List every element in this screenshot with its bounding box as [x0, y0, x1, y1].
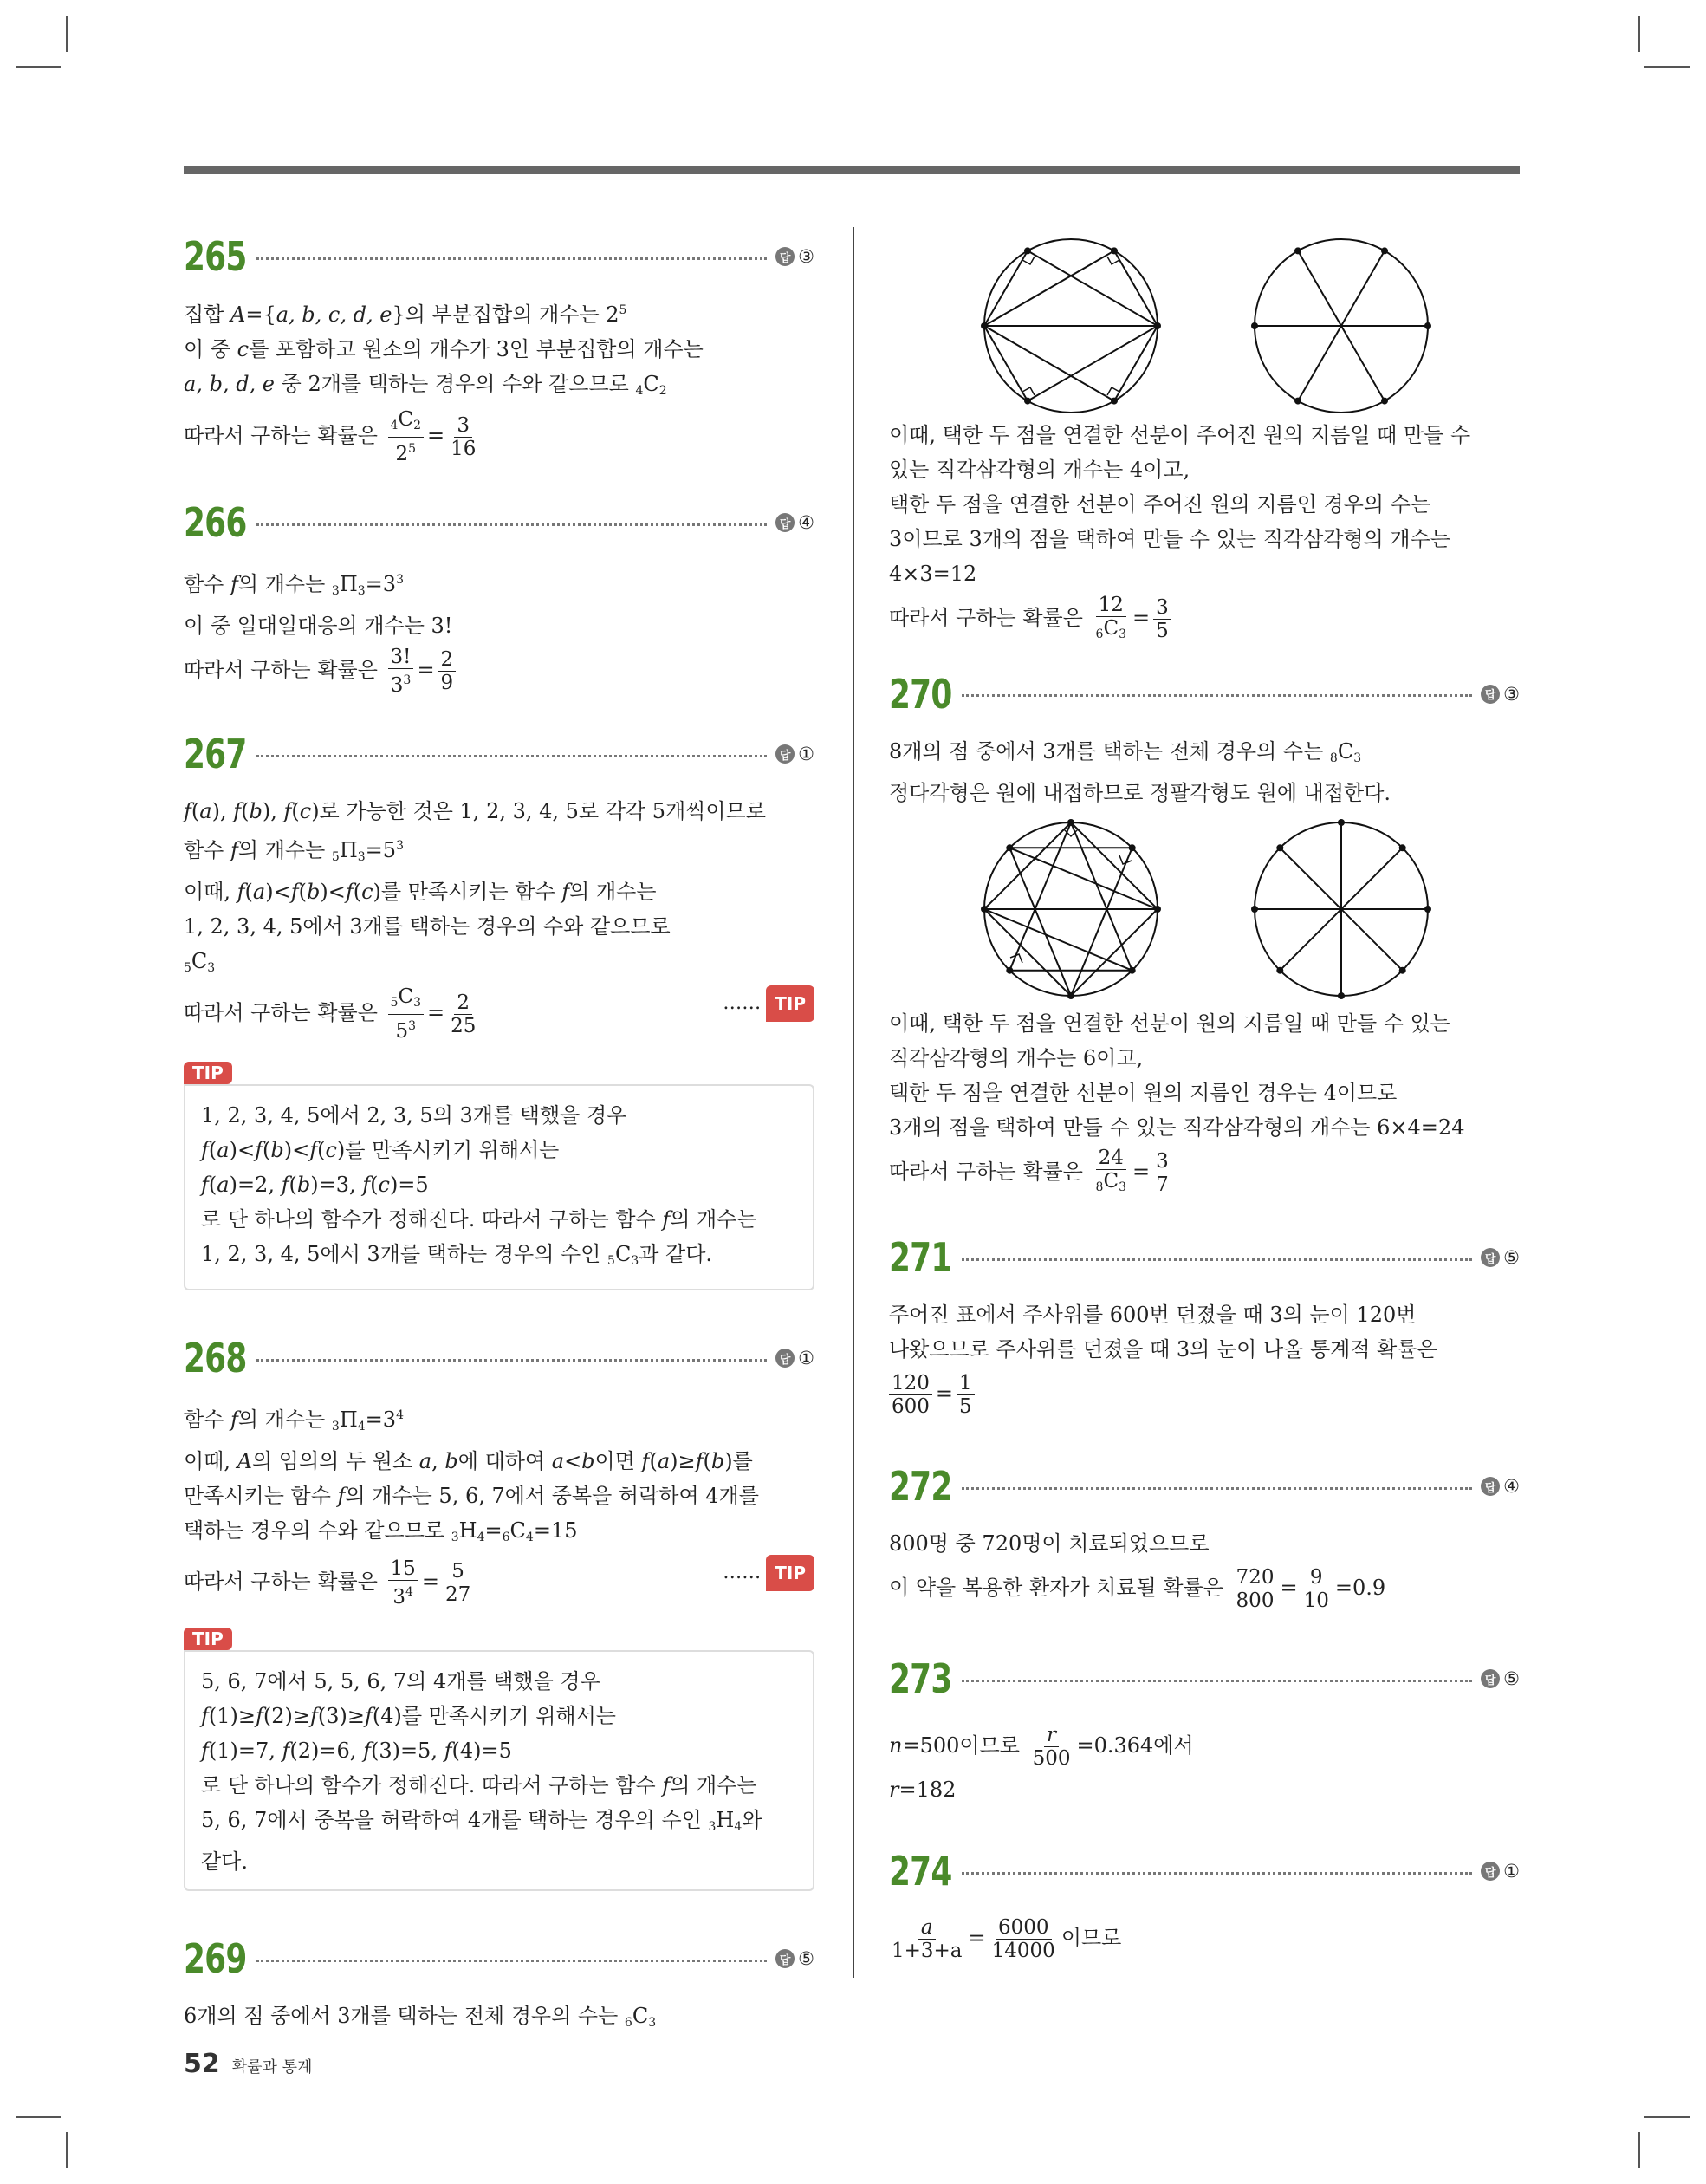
- tip-line: f(1)≥f(2)≥f(3)≥f(4)를 만족시키기 위해서는: [201, 1704, 616, 1728]
- tip-label: TIP: [184, 1062, 232, 1084]
- answer-value: ⑤: [1503, 1247, 1520, 1268]
- solution-line: $\frac{120}{600}$ = $\frac{1}{5}$: [889, 1367, 1520, 1420]
- answer: [775, 1348, 814, 1368]
- solution-line: 이때, A의 임의의 두 원소 a, b에 대하여 a<b이면 f(a)≥f(b)를: [184, 1449, 753, 1473]
- fraction: $\frac{_4C_2}{2^5}$: [388, 408, 424, 465]
- fraction: $\frac{3}{5}$: [1153, 596, 1171, 642]
- solution-line: f(a), f(b), f(c)로 가능한 것은 1, 2, 3, 4, 5로 각각 5개씩이므로: [184, 799, 766, 823]
- solution-line: 4×3=12: [889, 562, 977, 586]
- crop-mark: [66, 16, 68, 52]
- fraction: $\frac{2}{9}$: [438, 648, 457, 694]
- answer-icon: 답: [1481, 1669, 1500, 1688]
- answer-icon: 답: [775, 1949, 795, 1968]
- fraction: $\frac{12}{_6C_3}$: [1095, 593, 1126, 641]
- problem-number: 265: [184, 233, 247, 280]
- solution-line: 이때, f(a)<f(b)<f(c)를 만족시키는 함수 f의 개수는: [184, 880, 657, 904]
- solution-line: 택한 두 점을 연결한 선분이 원의 지름인 경우는 4이므로: [889, 1080, 1398, 1105]
- solution-line: 이때, 택한 두 점을 연결한 선분이 원의 지름일 때 만들 수 있는: [889, 1011, 1450, 1036]
- leader-dots: [962, 1872, 1472, 1875]
- tip-box: [184, 1062, 814, 1290]
- problem-number: 274: [889, 1848, 952, 1895]
- octagon-diameters-figure: [1246, 814, 1437, 1004]
- answer-value: ④: [1503, 1476, 1520, 1497]
- fraction: $\frac{a}{1+3+a}$: [892, 1916, 963, 1962]
- tip-line: 1, 2, 3, 4, 5에서 2, 3, 5의 3개를 택했을 경우: [201, 1103, 627, 1128]
- solution-line: 1, 2, 3, 4, 5에서 3개를 택하는 경우의 수와 같으므로: [184, 914, 671, 939]
- tip-content: [184, 1650, 814, 1891]
- solution-line: 이 중 c를 포함하고 원소의 개수가 3인 부분집합의 개수는: [184, 337, 704, 361]
- crop-mark: [16, 2116, 61, 2118]
- solution-line: n=500이므로 $\frac{r}{500}$ =0.364에서: [889, 1724, 1194, 1770]
- answer-icon: 답: [1481, 1862, 1500, 1881]
- solution-line: 만족시키는 함수 f의 개수는 5, 6, 7에서 중복을 허락하여 4개를: [184, 1484, 759, 1508]
- fraction: $\frac{r}{500}$: [1032, 1724, 1071, 1770]
- solution-line: 3개의 점을 택하여 만들 수 있는 직각삼각형의 개수는 6×4=24: [889, 1115, 1465, 1140]
- solution-line: $\frac{a}{1+3+a}$ = $\frac{6000}{14000}$ 이므로: [889, 1911, 1520, 1965]
- solution-line: 주어진 표에서 주사위를 600번 던졌을 때 3의 눈이 120번: [889, 1303, 1417, 1327]
- solution-line: 따라서 구하는 확률은 $\frac{24}{_8C_3}$ = $\frac{3}{7}$: [889, 1145, 1520, 1199]
- problem-number: 273: [889, 1655, 952, 1702]
- solution-line: 따라서 구하는 확률은 $\frac{12}{_6C_3}$ = $\frac{3}{5}$: [889, 591, 1520, 646]
- fraction: $\frac{3}{7}$: [1153, 1150, 1171, 1196]
- answer-icon: 답: [775, 513, 795, 532]
- answer-icon: 답: [775, 1349, 795, 1368]
- leader-dots: [256, 755, 767, 757]
- problem-header: [889, 1649, 1520, 1708]
- fraction: $\frac{3!}{3^3}$: [388, 646, 414, 697]
- answer-value: ⑤: [1503, 1668, 1520, 1689]
- leader-dots: [962, 1680, 1472, 1682]
- page-footer: [184, 2049, 312, 2079]
- tip-label: TIP: [184, 1628, 232, 1650]
- figure-269: [889, 227, 1520, 418]
- answer-value: ①: [798, 1348, 814, 1368]
- problem-header: [184, 493, 814, 552]
- column-divider: [853, 227, 854, 1978]
- tip-line: 로 단 하나의 함수가 정해진다. 따라서 구하는 함수 f의 개수는: [201, 1773, 757, 1797]
- problem-header: [184, 227, 814, 286]
- leader-dots: [962, 1487, 1472, 1490]
- tip-line: 로 단 하나의 함수가 정해진다. 따라서 구하는 함수 f의 개수는: [201, 1207, 757, 1232]
- header-rule: [184, 166, 1520, 174]
- solution-line: 따라서 구하는 확률은 $\frac{_5C_3}{5^3}$ = $\frac{2}{25}$: [184, 985, 814, 1043]
- answer: [775, 1948, 814, 1969]
- answer: [1481, 684, 1520, 705]
- solution-line: 3이므로 3개의 점을 택하여 만들 수 있는 직각삼각형의 개수는: [889, 527, 1450, 551]
- solution-line: a, b, d, e 중 2개를 택하는 경우의 수와 같으므로 $_4C_2$: [184, 372, 667, 398]
- crop-mark: [1644, 2116, 1690, 2118]
- answer: [1481, 1861, 1520, 1882]
- crop-mark: [16, 66, 61, 68]
- problem-267: [184, 725, 814, 1290]
- answer-value: ①: [798, 744, 814, 764]
- answer-value: ③: [1503, 683, 1520, 705]
- problem-header: [889, 665, 1520, 724]
- crop-mark: [66, 2132, 68, 2168]
- problem-number: 267: [184, 731, 247, 777]
- answer: [1481, 1476, 1520, 1497]
- problem-number: 269: [184, 1935, 247, 1982]
- octagon-right-triangles-figure: [976, 814, 1166, 1004]
- problem-266: [184, 493, 814, 697]
- problem-header: [889, 1228, 1520, 1287]
- solution-line: 나왔으므로 주사위를 던졌을 때 3의 눈이 나올 통계적 확률은: [889, 1337, 1437, 1362]
- tip-badge: TIP: [766, 1555, 814, 1591]
- answer-icon: 답: [775, 744, 795, 764]
- tip-line: 1, 2, 3, 4, 5에서 3개를 택하는 경우의 수인 $_5C_3$과 같다.: [201, 1242, 713, 1268]
- leader-dots: [256, 1960, 767, 1962]
- answer-value: ④: [798, 512, 814, 533]
- crop-mark: [1638, 2132, 1640, 2168]
- problem-273: [889, 1649, 1520, 1807]
- crop-mark: [1638, 16, 1640, 52]
- answer-icon: 답: [1481, 1477, 1500, 1496]
- fraction: $\frac{720}{800}$: [1234, 1566, 1277, 1612]
- answer: [775, 512, 814, 533]
- problem-number: 272: [889, 1463, 952, 1510]
- tip-badge: TIP: [766, 985, 814, 1022]
- fraction: $\frac{5}{27}$: [444, 1560, 471, 1606]
- tip-line: 5, 6, 7에서 5, 5, 6, 7의 4개를 택했을 경우: [201, 1669, 600, 1693]
- hexagon-right-triangles-figure: [976, 231, 1166, 421]
- leader-dots: [962, 694, 1472, 697]
- solution-line: 따라서 구하는 확률은 $\frac{3!}{3^3}$ = $\frac{2}{9}$: [184, 643, 814, 697]
- fraction: $\frac{24}{_8C_3}$: [1095, 1147, 1126, 1194]
- answer: [1481, 1668, 1520, 1689]
- tip-content: [184, 1084, 814, 1290]
- solution-line: 따라서 구하는 확률은 $\frac{15}{3^4}$ = $\frac{5}{27}$: [184, 1555, 814, 1609]
- answer-value: ①: [1503, 1861, 1520, 1882]
- problem-272: [889, 1457, 1520, 1615]
- tip-line: 5, 6, 7에서 중복을 허락하여 4개를 택하는 경우의 수인 $_3H_4$와: [201, 1808, 762, 1834]
- problem-265: [184, 227, 814, 465]
- leader-dots: [962, 1258, 1472, 1261]
- solution-line: 정다각형은 원에 내접하므로 정팔각형도 원에 내접한다.: [889, 780, 1391, 805]
- problem-number: 271: [889, 1234, 952, 1281]
- tip-line: 같다.: [201, 1849, 248, 1874]
- solution-line: 이때, 택한 두 점을 연결한 선분이 주어진 원의 지름일 때 만들 수: [889, 423, 1471, 447]
- hexagon-diameters-figure: [1246, 231, 1437, 421]
- problem-header: [889, 1457, 1520, 1516]
- problem-274: [889, 1842, 1520, 1965]
- problem-270: [889, 665, 1520, 1199]
- problem-header: [184, 1329, 814, 1388]
- fraction: $\frac{_5C_3}{5^3}$: [388, 985, 424, 1043]
- answer-value: ③: [798, 246, 814, 267]
- solution-line: 택하는 경우의 수와 같으므로 $_3H_4=_6C_4=15$ …… TIP: [184, 1513, 814, 1555]
- problem-number: 266: [184, 499, 247, 546]
- solution-line: 함수 f의 개수는 $_3\Pi_3=3^3$: [184, 572, 404, 598]
- right-column: [889, 227, 1520, 1965]
- solution-line: 이 약을 복용한 환자가 치료될 확률은 $\frac{720}{800}$ = $\frac{9}{10}$ =0.9: [889, 1566, 1386, 1612]
- tip-line: f(1)=7, f(2)=6, f(3)=5, f(4)=5: [201, 1739, 512, 1763]
- leader-dots: [256, 523, 767, 526]
- problem-header: [889, 1842, 1520, 1901]
- section-title: 확률과 통계: [231, 2058, 313, 2077]
- fraction: $\frac{6000}{14000}$: [991, 1916, 1055, 1962]
- answer: [775, 744, 814, 764]
- fraction: $\frac{120}{600}$: [889, 1372, 932, 1418]
- leader-dots: [256, 257, 767, 260]
- problem-269: [184, 1929, 814, 2040]
- problem-268: [184, 1329, 814, 1891]
- solution-line: 800명 중 720명이 치료되었으므로: [889, 1531, 1210, 1556]
- answer-icon: 답: [1481, 1248, 1500, 1267]
- answer: [1481, 1247, 1520, 1268]
- tip-line: f(a)=2, f(b)=3, f(c)=5: [201, 1173, 429, 1197]
- solution-line: 함수 f의 개수는 $_5\Pi_3=5^3$: [184, 838, 404, 864]
- solution-line: $_5C_3$ …… TIP: [184, 944, 814, 985]
- tip-reference: …… TIP: [723, 985, 814, 1022]
- solution-line: 따라서 구하는 확률은 $\frac{_4C_2}{2^5}$ = $\frac{3}{16}$: [184, 408, 814, 465]
- tip-line: f(a)<f(b)<f(c)를 만족시키기 위해서는: [201, 1138, 560, 1162]
- left-column: [184, 227, 814, 2040]
- problem-header: [184, 1929, 814, 1988]
- solution-line: 이 중 일대일대응의 개수는 3!: [184, 614, 453, 638]
- figure-270: [889, 810, 1520, 1006]
- fraction: $\frac{2}{25}$: [451, 991, 477, 1037]
- solution-line: 있는 직각삼각형의 개수는 4이고,: [889, 458, 1190, 482]
- fraction: $\frac{1}{5}$: [957, 1372, 975, 1418]
- fraction: $\frac{9}{10}$: [1303, 1566, 1329, 1612]
- leader-dots: [256, 1359, 767, 1362]
- answer-value: ⑤: [798, 1948, 814, 1969]
- solution-line: r=182: [889, 1778, 957, 1802]
- solution-line: 6개의 점 중에서 3개를 택하는 전체 경우의 수는 $_6C_3$: [184, 2004, 657, 2030]
- problem-number: 268: [184, 1335, 247, 1381]
- problem-271: [889, 1228, 1520, 1420]
- fraction: $\frac{3}{16}$: [451, 413, 477, 460]
- solution-line: 직각삼각형의 개수는 6이고,: [889, 1045, 1144, 1070]
- problem-header: [184, 725, 814, 783]
- answer: [775, 246, 814, 267]
- solution-line: 8개의 점 중에서 3개를 택하는 전체 경우의 수는 $_8C_3$: [889, 738, 1362, 765]
- crop-mark: [1644, 66, 1690, 68]
- page-number: 52: [184, 2049, 220, 2079]
- answer-icon: 답: [775, 247, 795, 266]
- answer-icon: 답: [1481, 685, 1500, 704]
- tip-box: [184, 1628, 814, 1891]
- solution-line: 함수 f의 개수는 $_3\Pi_4=3^4$: [184, 1407, 404, 1433]
- problem-number: 270: [889, 670, 952, 718]
- tip-reference: …… TIP: [723, 1555, 814, 1591]
- fraction: $\frac{15}{3^4}$: [388, 1557, 418, 1609]
- solution-line: 집합 A={a, b, c, d, e}의 부분집합의 개수는 $2^5$: [184, 302, 627, 327]
- solution-line: 택한 두 점을 연결한 선분이 주어진 원의 지름인 경우의 수는: [889, 492, 1431, 517]
